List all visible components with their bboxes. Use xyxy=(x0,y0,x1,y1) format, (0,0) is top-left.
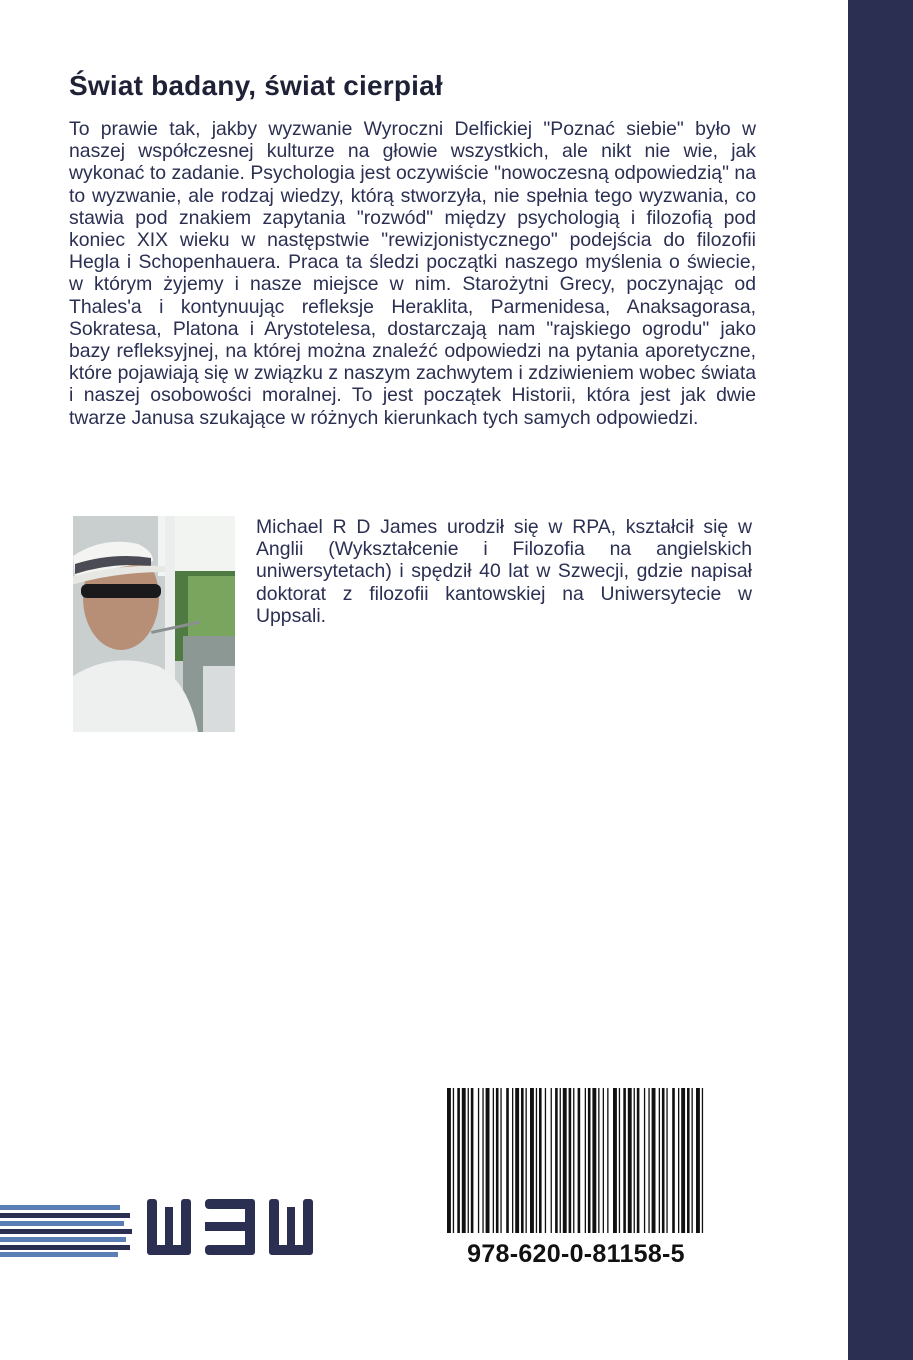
publisher-logo-stripes xyxy=(0,1205,140,1257)
author-bio: Michael R D James urodził się w RPA, kształcił się w Anglii (Wykształcenie i Filozofia na angielskich uniwersytetach) i spędził 40 lat w Szwecji, gdzie napisał doktorat z filozofii kantowskiej na Uniwersytecie w Uppsali. xyxy=(256,516,752,627)
isbn-barcode xyxy=(445,1088,707,1233)
isbn-number: 978-620-0-81158-5 xyxy=(467,1240,685,1268)
publisher-logo xyxy=(145,1197,323,1257)
book-spine xyxy=(848,0,913,1360)
author-photo xyxy=(73,516,235,732)
book-title: Świat badany, świat cierpiał xyxy=(69,70,443,101)
book-blurb: To prawie tak, jakby wyzwanie Wyroczni Delfickiej "Poznać siebie" było w naszej współczesnej kulturze na głowie wszystkich, ale nikt nie wie, jak wykonać to zadanie. Psychologia jest oczywiście "nowoczesną odpowiedzią" na to wyzwanie, ale rodzaj wiedzy, którą stworzyła, nie spełnia tego wyzwania, co stawia pod znakiem zapytania "rozwód" między psychologią i filozofią pod koniec XIX wieku w następstwie "rewizjonistycznego" podejścia do filozofii Hegla i Schopenhauera. Praca ta śledzi początki naszego myślenia o świecie, w którym żyjemy i nasze miejsce w nim. Starożytni Grecy, poczynając od Thales'a i kontynuując refleksje Heraklita, Parmenidesa, Anaksagorasa, Sokratesa, Platona i Arystotelesa, dostarczają nam "rajskiego ogrodu" jako bazy refleksyjnej, na której można znaleźć odpowiedzi na pytania aporetyczne, które pojawiają się w związku z naszym zachwytem i zdziwieniem wobec świata i naszej osobowości moralnej. To jest początek Historii, która jest jak dwie twarze Janusa szukające w różnych kierunkach tych samych odpowiedzi. xyxy=(69,118,756,429)
